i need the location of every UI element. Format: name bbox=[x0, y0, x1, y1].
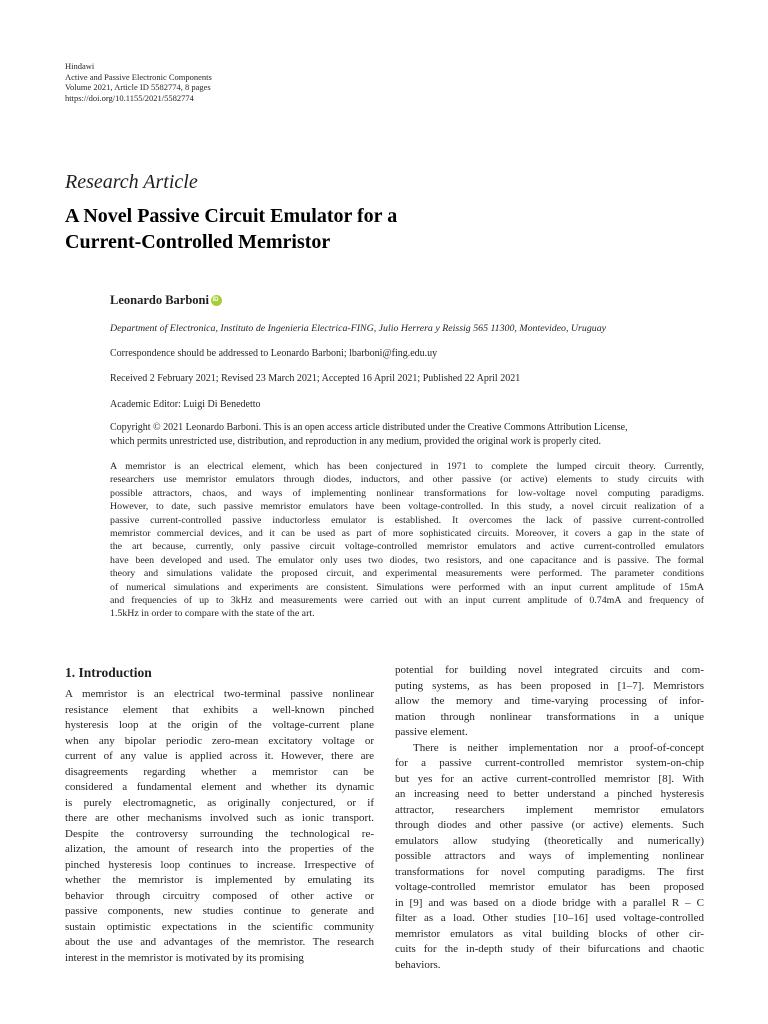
right-column bbox=[395, 663, 704, 973]
body-text-line: Despite the controversy surrounding the technological re- bbox=[65, 827, 374, 840]
abstract-line: A memristor is an electrical element, which has been conjectured in 1971 to complete the lumped circuit theory. Currently, bbox=[110, 461, 704, 472]
body-text-line: A memristor is an electrical two-terminal passive nonlinear bbox=[65, 688, 374, 700]
article-type: Research Article bbox=[65, 171, 198, 193]
abstract-line: the art because, currently, only passive circuit voltage-controlled memristor emulators and active current-controlled emulators bbox=[110, 541, 704, 553]
body-text-line: attractor, researchers implement memristor emulators bbox=[395, 803, 704, 816]
abstract-line: researchers use memristor emulators through diodes, inductors, and other passive (or active) elements to study circuits with bbox=[110, 474, 704, 486]
body-text-line: there are other mechanisms involved such as ionic transport. bbox=[65, 812, 374, 824]
body-text-line: transformations for novel computing paradigms. The first bbox=[395, 865, 704, 878]
copyright-line: which permits unrestricted use, distribution, and reproduction in any medium, provided the original work is properly cited. bbox=[110, 436, 602, 447]
academic-editor: Academic Editor: Luigi Di Benedetto bbox=[110, 399, 261, 410]
journal-name: Active and Passive Electronic Components bbox=[65, 71, 212, 82]
body-text-line: is purely electromagnetic, as originally conjectured, or if bbox=[65, 796, 374, 809]
body-text-line: sustain optimistic expectations in the scientific community bbox=[65, 920, 374, 933]
body-text-line: in [9] and was based on a diode bridge with a parallel R – C bbox=[395, 896, 704, 909]
correspondence: Correspondence should be addressed to Leonardo Barboni; lbarboni@fing.edu.uy bbox=[110, 348, 438, 359]
body-text-line: memristor emulators as vital building blocks of other cir- bbox=[395, 927, 704, 940]
orcid-icon[interactable] bbox=[211, 295, 222, 306]
copyright-notice bbox=[110, 421, 710, 449]
body-text-line: whether the memristor is implemented by emulating its bbox=[65, 874, 374, 886]
left-column bbox=[65, 663, 374, 966]
body-text-line: passive components, new studies continue to generate and bbox=[65, 905, 374, 917]
body-text-line: when any bipolar periodic zero-mean excitatory voltage or bbox=[65, 734, 374, 747]
body-text-line: passive element. bbox=[395, 726, 468, 738]
abstract-line: of numerical simulations and experiments are consistent. Simulations were performed with an input current amplitude of 15mA bbox=[110, 581, 704, 593]
doi-link[interactable]: https://doi.org/10.1155/2021/5582774 bbox=[65, 92, 194, 103]
body-text-line: hysteresis loop at the origin of the voltage-current plane bbox=[65, 719, 374, 731]
paper-title bbox=[65, 203, 625, 255]
body-text-line: an increasing need to better understand a pinched hysteresis bbox=[395, 788, 704, 800]
body-text-line: puting systems, as has been proposed in [1–7]. Memristors bbox=[395, 679, 704, 692]
abstract-line: have been developed and used. The emulator only uses two diodes, two resistors, and one capacitance and is passive. The formal bbox=[110, 554, 704, 566]
abstract bbox=[110, 460, 704, 621]
volume-info: Volume 2021, Article ID 5582774, 8 pages bbox=[65, 82, 211, 93]
abstract-line: However, to date, such passive memristor emulators have been voltage-controlled. In this study, a novel circuit realization of a bbox=[110, 501, 704, 513]
body-text-line: through diodes and other passive (or active) elements. Such bbox=[395, 819, 704, 831]
affiliation: Department of Electronica, Instituto de Ingenieria Electrica-FING, Julio Herrera y Reissig 565 11300, Montevideo, Uruguay bbox=[110, 323, 607, 334]
title-line: A Novel Passive Circuit Emulator for a bbox=[65, 205, 398, 227]
publisher-name: Hindawi bbox=[65, 61, 95, 71]
body-text-line: voltage-controlled memristor emulator has been proposed bbox=[395, 881, 704, 893]
body-text-line: disagreements regarding whether a memristor can be bbox=[65, 765, 374, 778]
abstract-line: passive current-controlled passive inductorless emulator is established. It overcomes the lack of passive current-controlled bbox=[110, 514, 704, 526]
body-text-line: mation through nonlinear transformations in a unique bbox=[395, 710, 704, 723]
body-text-line: potential for building novel integrated circuits and com- bbox=[395, 664, 704, 676]
body-text-line: for a passive current-controlled memristor system-on-chip bbox=[395, 757, 704, 769]
author-line bbox=[110, 293, 710, 307]
copyright-line: Copyright © 2021 Leonardo Barboni. This is an open access article distributed under the Creative Commons Attribution License, bbox=[110, 422, 628, 433]
body-text-line: resistance element that exhibits a well-known pinched bbox=[65, 703, 374, 716]
body-text-line: allow the memory and time-varying processing of infor- bbox=[395, 695, 704, 707]
body-text-line: alization, the amount of research into the properties of the bbox=[65, 843, 374, 855]
journal-header bbox=[65, 61, 212, 103]
author-name: Leonardo Barboni bbox=[110, 293, 209, 307]
body-text-line: filter as a load. Other studies [10–16] used voltage-controlled bbox=[395, 912, 704, 924]
body-text-line: current of any value is applied across it. However, there are bbox=[65, 750, 374, 762]
body-text-line: possible attractors and ways of implementing nonlinear bbox=[395, 850, 704, 862]
body-text-line: pinched hysteresis loop continues to increase. Irrespective of bbox=[65, 858, 374, 871]
body-text-line: emulators allow studying (theoretically and numerically) bbox=[395, 834, 704, 847]
abstract-line: theory and simulations validate the proposed circuit, and experimental measurements were performed. The parameter conditions bbox=[110, 568, 704, 580]
body-text-line: but yes for an active current-controlled memristor [8]. With bbox=[395, 772, 704, 785]
abstract-line: 1.5kHz in order to compare with the state of the art. bbox=[110, 608, 315, 620]
body-text-line: about the use and advantages of the memristor. The research bbox=[65, 936, 374, 948]
body-text-line: considered a fundamental element and whether its dynamic bbox=[65, 781, 374, 793]
body-text-line: cuits for the in-depth study of their bifurcations and chaotic bbox=[395, 943, 704, 955]
abstract-line: memristor commercial devices, and it can be used as part of more sophisticated circuits. Moreover, it covers a gap in the state of bbox=[110, 528, 704, 540]
title-line: Current-Controlled Memristor bbox=[65, 231, 331, 253]
body-text-line: interest in the memristor is motivated by its promising bbox=[65, 951, 304, 964]
abstract-line: and frequencies of up to 3kHz and measurements were carried out with an input current amplitude of 0.74mA and frequency of bbox=[110, 595, 704, 607]
abstract-line: possible attractors, chaos, and ways of implementing nonlinear transformations for low-voltage novel computing paradigms. bbox=[110, 487, 704, 499]
section-heading: 1. Introduction bbox=[65, 665, 152, 680]
body-text-line: behaviors. bbox=[395, 958, 441, 971]
body-text-line: There is neither implementation nor a proof-of-concept bbox=[413, 741, 704, 754]
publication-dates: Received 2 February 2021; Revised 23 March 2021; Accepted 16 April 2021; Published 22 April 2021 bbox=[110, 373, 521, 384]
body-text-line: behavior through circuitry composed of other active or bbox=[65, 889, 374, 902]
